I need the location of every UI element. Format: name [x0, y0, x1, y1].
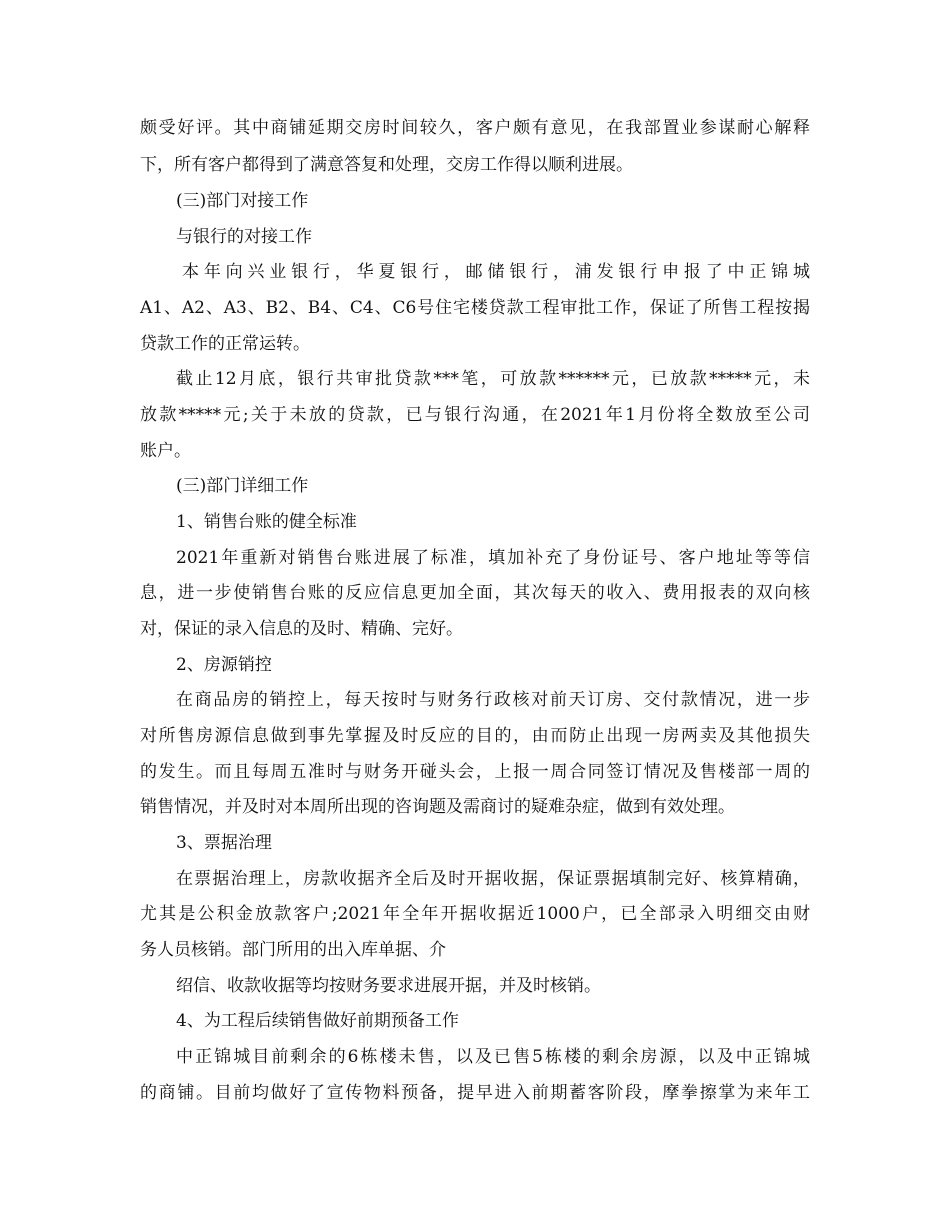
- text-line: 中正锦城目前剩余的6栋楼未售，以及已售5栋楼的剩余房源，以及中正锦城: [176, 1047, 810, 1067]
- text-line: 颇受好评。其中商铺延期交房时间较久，客户颇有意见，在我部置业参谋耐心解释: [140, 118, 810, 138]
- text-line: 的商铺。目前均做好了宣传物料预备，提早进入前期蓄客阶段，摩拳擦掌为来年工: [140, 1083, 810, 1103]
- text-line: 息，进一步使销售台账的反应信息更加全面，其次每天的收入、费用报表的双向核: [140, 583, 810, 603]
- text-line: 本年向兴业银行，华夏银行，邮储银行，浦发银行申报了中正锦城: [182, 262, 810, 282]
- section-heading: (三)部门对接工作: [176, 191, 309, 211]
- text-line: 贷款工作的正常运转。: [140, 334, 310, 354]
- subsection-heading: 与银行的对接工作: [176, 227, 312, 247]
- text-line: 在商品房的销控上，每天按时与财务行政核对前天订房、交付款情况，进一步: [176, 690, 810, 710]
- text-line: 销售情况，并及时对本周所出现的咨询题及需商讨的疑难杂症，做到有效处理。: [140, 797, 735, 817]
- text-line: A1、A2、A3、B2、B4、C4、C6号住宅楼贷款工程审批工作，保证了所售工程按揭: [140, 298, 810, 318]
- section-heading: (三)部门详细工作: [176, 476, 309, 496]
- subsection-heading: 3、票据治理: [176, 833, 272, 853]
- text-line: 绍信、收款收据等均按财务要求进展开据，并及时核销。: [176, 976, 601, 996]
- text-line: 对，保证的录入信息的及时、精确、完好。: [140, 619, 463, 639]
- text-line: 放款*****元;关于未放的贷款，已与银行沟通，在2021年1月份将全数放至公司: [140, 405, 810, 425]
- subsection-heading: 2、房源销控: [176, 655, 272, 675]
- text-line: 在票据治理上，房款收据齐全后及时开据收据，保证票据填制完好、核算精确，: [176, 869, 810, 889]
- text-line: 账户。: [140, 441, 191, 461]
- text-line: 对所售房源信息做到事先掌握及时反应的目的，由而防止出现一房两卖及其他损失: [140, 726, 810, 746]
- text-line: 截止12月底，银行共审批贷款***笔，可放款******元，已放款*****元，未: [176, 369, 810, 389]
- subsection-heading: 1、销售台账的健全标准: [176, 512, 357, 532]
- subsection-heading: 4、为工程后续销售做好前期预备工作: [176, 1011, 459, 1031]
- text-line: 的发生。而且每周五准时与财务开碰头会，上报一周合同签订情况及售楼部一周的: [140, 762, 810, 782]
- text-line: 下，所有客户都得到了满意答复和处理，交房工作得以顺利进展。: [140, 155, 633, 175]
- text-line: 务人员核销。部门所用的出入库单据、介: [140, 940, 446, 960]
- text-line: 尤其是公积金放款客户;2021年全年开据收据近1000户，已全部录入明细交由财: [140, 904, 810, 924]
- text-line: 2021年重新对销售台账进展了标准，填加补充了身份证号、客户地址等等信: [176, 548, 810, 568]
